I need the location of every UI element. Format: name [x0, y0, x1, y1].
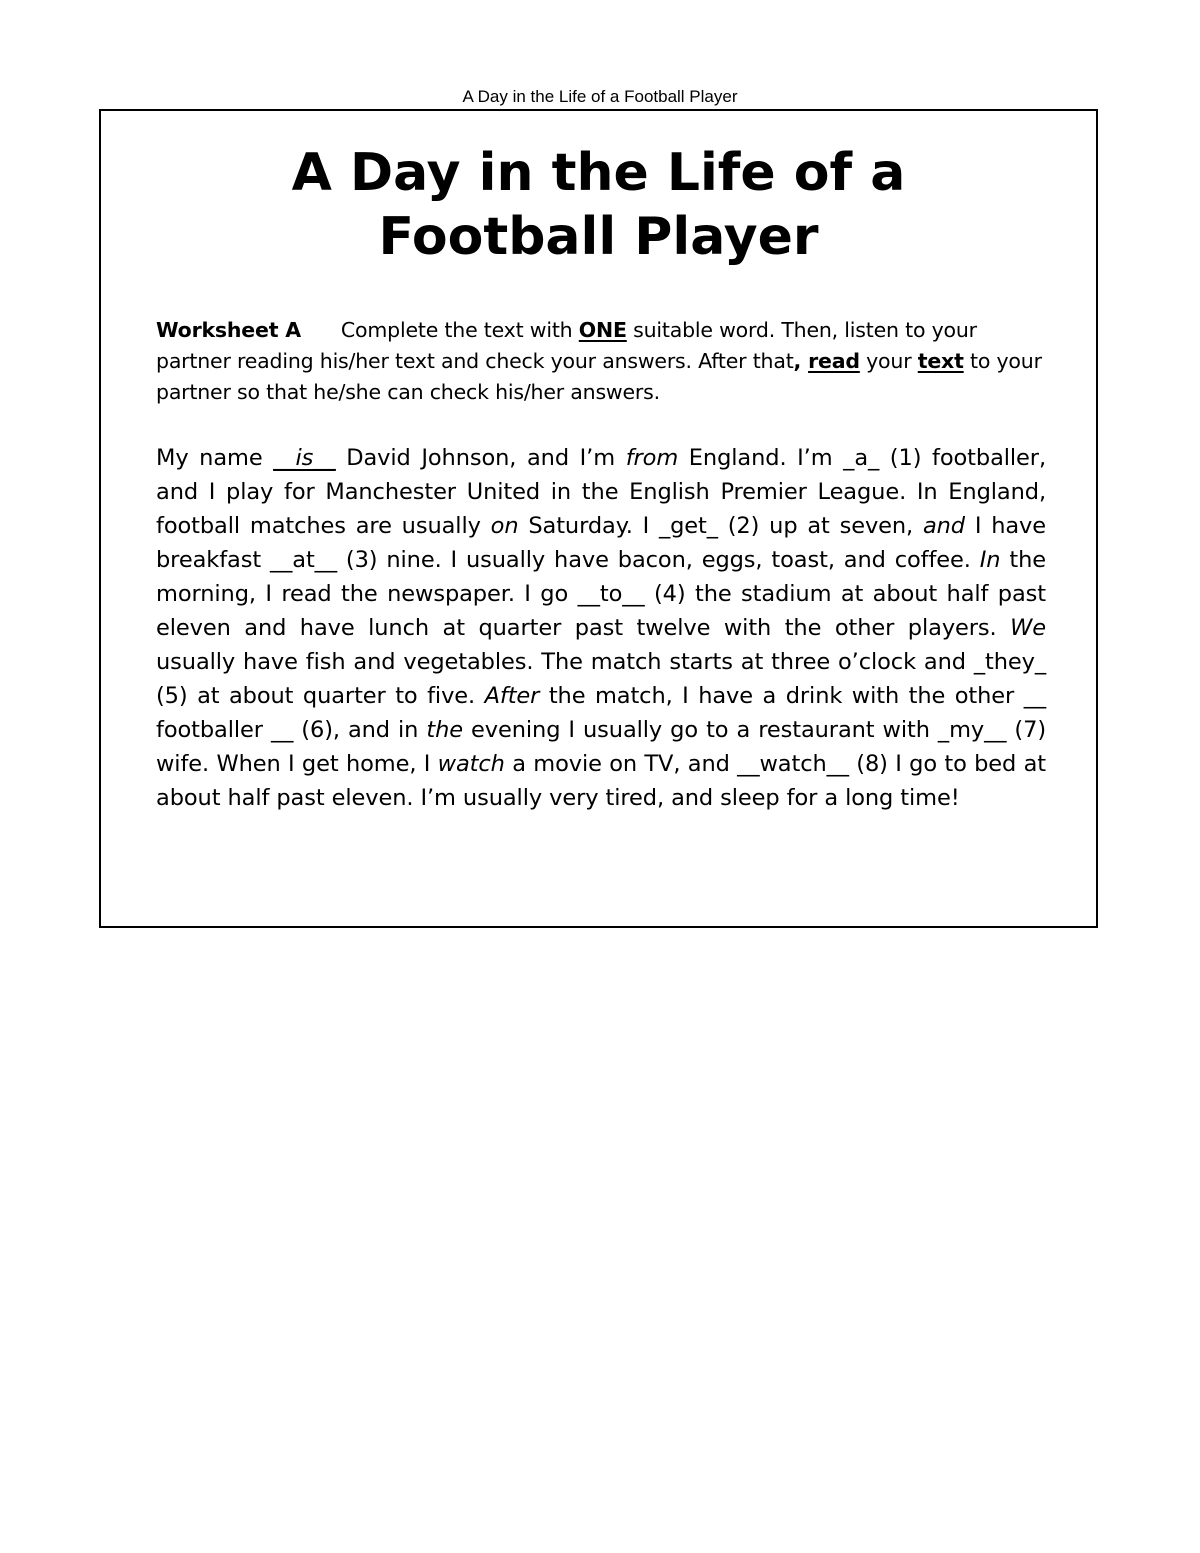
instructions-one-emphasis: ONE [578, 318, 627, 342]
story-italic-word: After [484, 683, 540, 709]
instructions-read-emphasis: read [808, 349, 860, 373]
running-header: A Day in the Life of a Football Player [462, 87, 738, 106]
instructions-text: your [859, 349, 918, 373]
story-text: a movie on TV, and __watch__ (8) I go to bed at about half past eleven. I’m usually very tired, and sleep for a long time! [156, 751, 1047, 811]
story-italic-word: on [490, 513, 519, 539]
story-paragraph [156, 441, 1046, 815]
instructions-text: Complete the text with [340, 318, 579, 342]
story-italic-word: We [1010, 615, 1046, 641]
story-italic-word: the [426, 717, 464, 743]
instructions-text-emphasis: text [917, 349, 964, 373]
worksheet-frame [99, 109, 1098, 928]
story-text: usually have fish and vegetables. The match starts at three o’clock and _they_ (5) at about quarter to five. [156, 649, 1046, 709]
story-italic-word: and [922, 513, 965, 539]
story-text: England. I’m _a_ (1) footballer, and I play for Manchester United in the English Premier League. In England, football matches are usually [156, 445, 1046, 539]
worksheet-label: Worksheet A [156, 318, 301, 342]
instructions-text: suitable word. Then, listen to your partner reading his/her text and check your answers. After that [156, 318, 977, 373]
story-text: the morning, I read the newspaper. I go __to__ (4) the stadium at about half past eleven and have lunch at quarter past twelve with the other players. [156, 547, 1046, 641]
story-text: Saturday. I _get_ (2) up at seven, [518, 513, 923, 539]
story-italic-word: from [625, 445, 679, 471]
example-answer: __is__ [273, 445, 336, 471]
instructions-text: to your partner so that he/she can check his/her answers. [156, 349, 1042, 404]
instructions [156, 315, 1046, 408]
story-text: I have breakfast __at__ (3) nine. I usually have bacon, eggs, toast, and coffee. [156, 513, 1046, 573]
story-text: My name [156, 445, 274, 471]
page-title-line-2: Football Player [378, 207, 819, 267]
page-title [101, 141, 1096, 269]
instructions-comma: , [793, 349, 809, 373]
story-italic-word: watch [437, 751, 505, 777]
story-italic-word: In [979, 547, 1001, 573]
page-title-line-1: A Day in the Life of a [291, 143, 906, 203]
story-text: David Johnson, and I’m [335, 445, 626, 471]
story-text: evening I usually go to a restaurant with _my__ (7) wife. When I get home, I [156, 717, 1047, 777]
story-text: the match, I have a drink with the other __ footballer __ (6), and in [156, 683, 1046, 743]
